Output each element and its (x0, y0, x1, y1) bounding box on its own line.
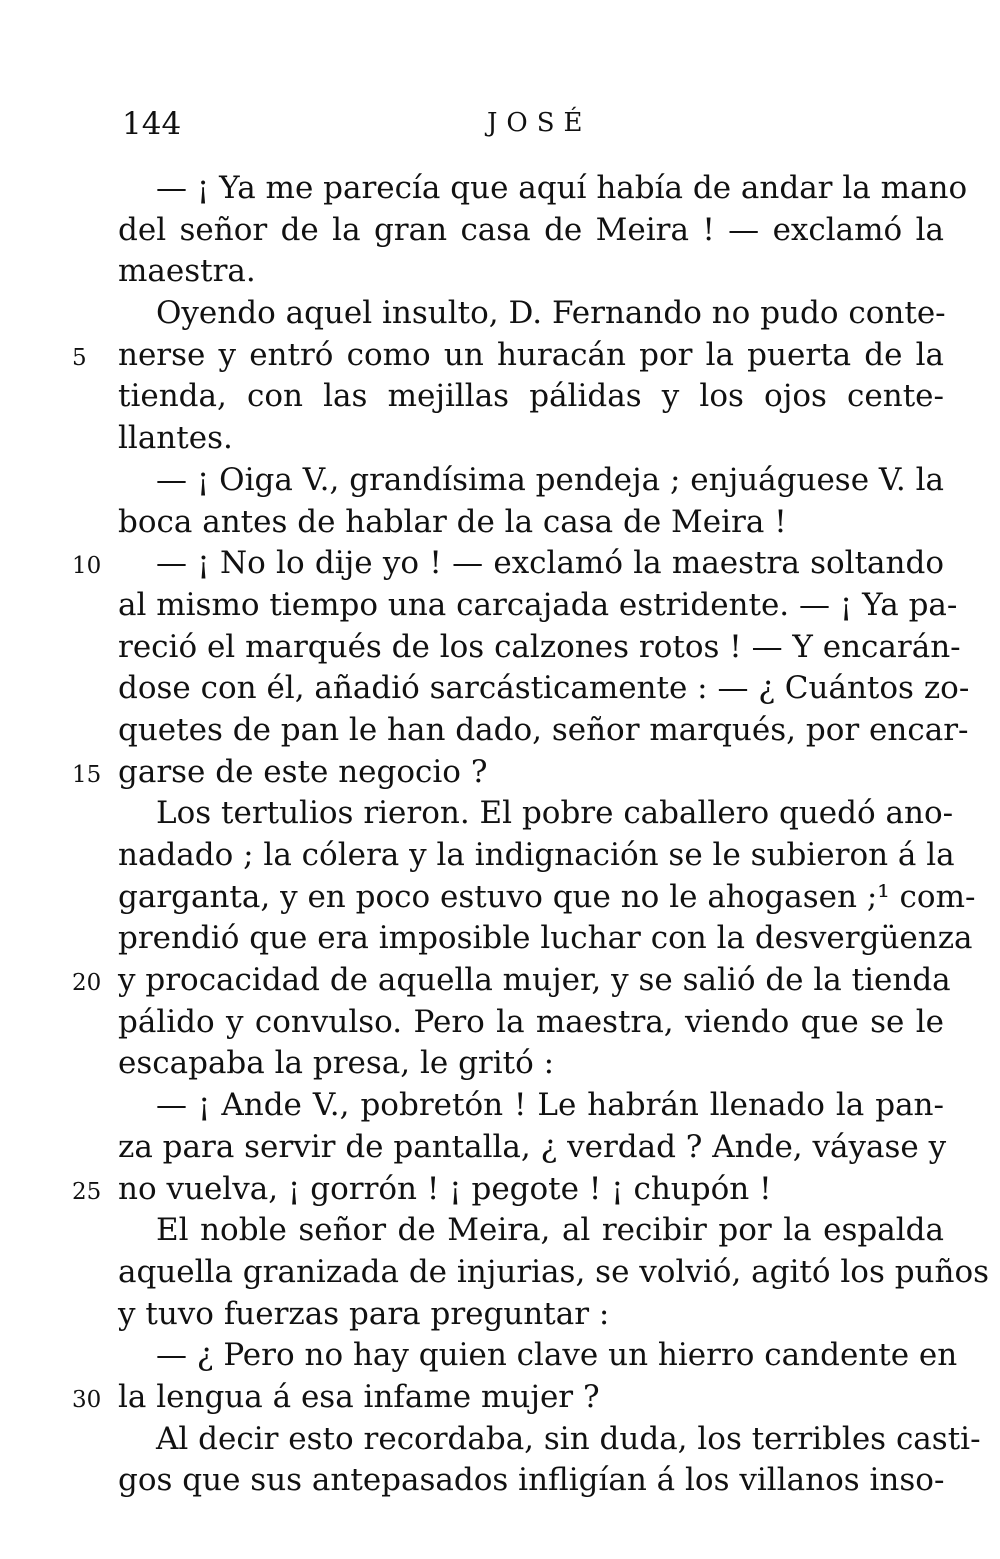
line-number: 15 (72, 761, 102, 788)
text-line (118, 293, 944, 335)
line-text: maestra. (118, 253, 256, 290)
line-text: al mismo tiempo una carcajada estridente. — ¡ Ya pa- (118, 586, 958, 623)
text-line (118, 502, 944, 544)
line-text: aquella granizada de injurias, se volvió, agitó los puños (118, 1253, 990, 1290)
line-text: reció el marqués de los calzones rotos ! — Y encarán- (118, 628, 961, 665)
line-text: — ¡ Ande V., pobretón ! Le habrán llenado la pan- (156, 1087, 944, 1124)
text-line (118, 376, 944, 418)
text-line (118, 1210, 944, 1252)
line-text: prendió que era imposible luchar con la desvergüenza (118, 920, 973, 957)
line-text: tienda, con las mejillas pálidas y los ojos cente- (118, 378, 944, 415)
line-number: 5 (72, 344, 87, 371)
body-text (72, 168, 990, 1502)
line-text: la lengua á esa infame mujer ? (118, 1378, 600, 1415)
line-text: no vuelva, ¡ gorrón ! ¡ pegote ! ¡ chupón ! (118, 1170, 772, 1207)
text-line (72, 752, 944, 794)
line-text: pálido y convulso. Pero la maestra, viendo que se le (118, 1003, 944, 1040)
line-text: del señor de la gran casa de Meira ! — exclamó la (118, 211, 944, 248)
line-text: Al decir esto recordaba, sin duda, los terribles casti- (156, 1420, 981, 1457)
text-line (118, 1002, 944, 1044)
line-text: za para servir de pantalla, ¿ verdad ? Ande, váyase y (118, 1128, 947, 1165)
text-line (118, 168, 968, 210)
text-line (118, 585, 958, 627)
text-line (72, 1169, 944, 1211)
text-line (118, 460, 944, 502)
running-head: JOSÉ (487, 108, 592, 138)
text-line (118, 1043, 944, 1085)
line-text: nerse y entró como un huracán por la puerta de la (118, 336, 944, 373)
line-text: El noble señor de Meira, al recibir por la espalda (156, 1212, 944, 1249)
text-line (118, 251, 944, 293)
text-line (118, 1127, 947, 1169)
text-line (72, 1377, 944, 1419)
line-text: garse de este negocio ? (118, 753, 488, 790)
line-text: — ¡ Ya me parecía que aquí había de andar la mano (156, 170, 968, 206)
line-text: boca antes de hablar de la casa de Meira ! (118, 503, 787, 540)
line-text: nadado ; la cólera y la indignación se le subieron á la (118, 837, 955, 873)
text-line (118, 877, 976, 919)
page-number: 144 (122, 106, 182, 142)
text-line (118, 668, 970, 710)
text-line (118, 418, 944, 460)
text-line (118, 1335, 958, 1377)
line-number: 10 (72, 553, 102, 580)
line-number: 25 (72, 1178, 102, 1205)
line-text: llantes. (118, 420, 233, 457)
line-text: quetes de pan le han dado, señor marqués, por encar- (118, 711, 969, 748)
text-line (118, 710, 969, 752)
text-line (118, 918, 973, 960)
text-line (118, 1252, 990, 1294)
text-line (118, 793, 954, 835)
text-line (72, 960, 951, 1002)
line-text: escapaba la presa, le gritó : (118, 1045, 555, 1082)
line-text: Oyendo aquel insulto, D. Fernando no pudo conte- (156, 295, 946, 332)
line-text: — ¡ Oiga V., grandísima pendeja ; enjuáguese V. la (156, 461, 944, 498)
text-line (72, 335, 944, 377)
line-text: gos que sus antepasados infligían á los villanos inso- (118, 1462, 945, 1499)
line-text: — ¿ Pero no hay quien clave un hierro candente en (156, 1337, 958, 1374)
line-text: Los tertulios rieron. El pobre caballero quedó ano- (156, 795, 954, 832)
text-line (72, 543, 944, 585)
text-line (118, 1085, 944, 1127)
line-text: garganta, y en poco estuvo que no le ahogasen ;¹ com- (118, 878, 976, 915)
text-line (118, 1460, 944, 1502)
text-line (118, 210, 944, 252)
text-line (118, 1419, 981, 1461)
text-line (118, 835, 955, 877)
text-line (118, 627, 961, 669)
page-header (0, 100, 1000, 140)
line-text: dose con él, añadió sarcásticamente : — ¿ Cuántos zo- (118, 670, 970, 707)
line-number: 30 (72, 1386, 102, 1413)
line-text: y tuvo fuerzas para preguntar : (118, 1295, 610, 1332)
text-line (118, 1294, 944, 1336)
line-number: 20 (72, 970, 102, 997)
line-text: — ¡ No lo dije yo ! — exclamó la maestra soltando (156, 545, 944, 582)
line-text: y procacidad de aquella mujer, y se salió de la tienda (118, 962, 951, 999)
